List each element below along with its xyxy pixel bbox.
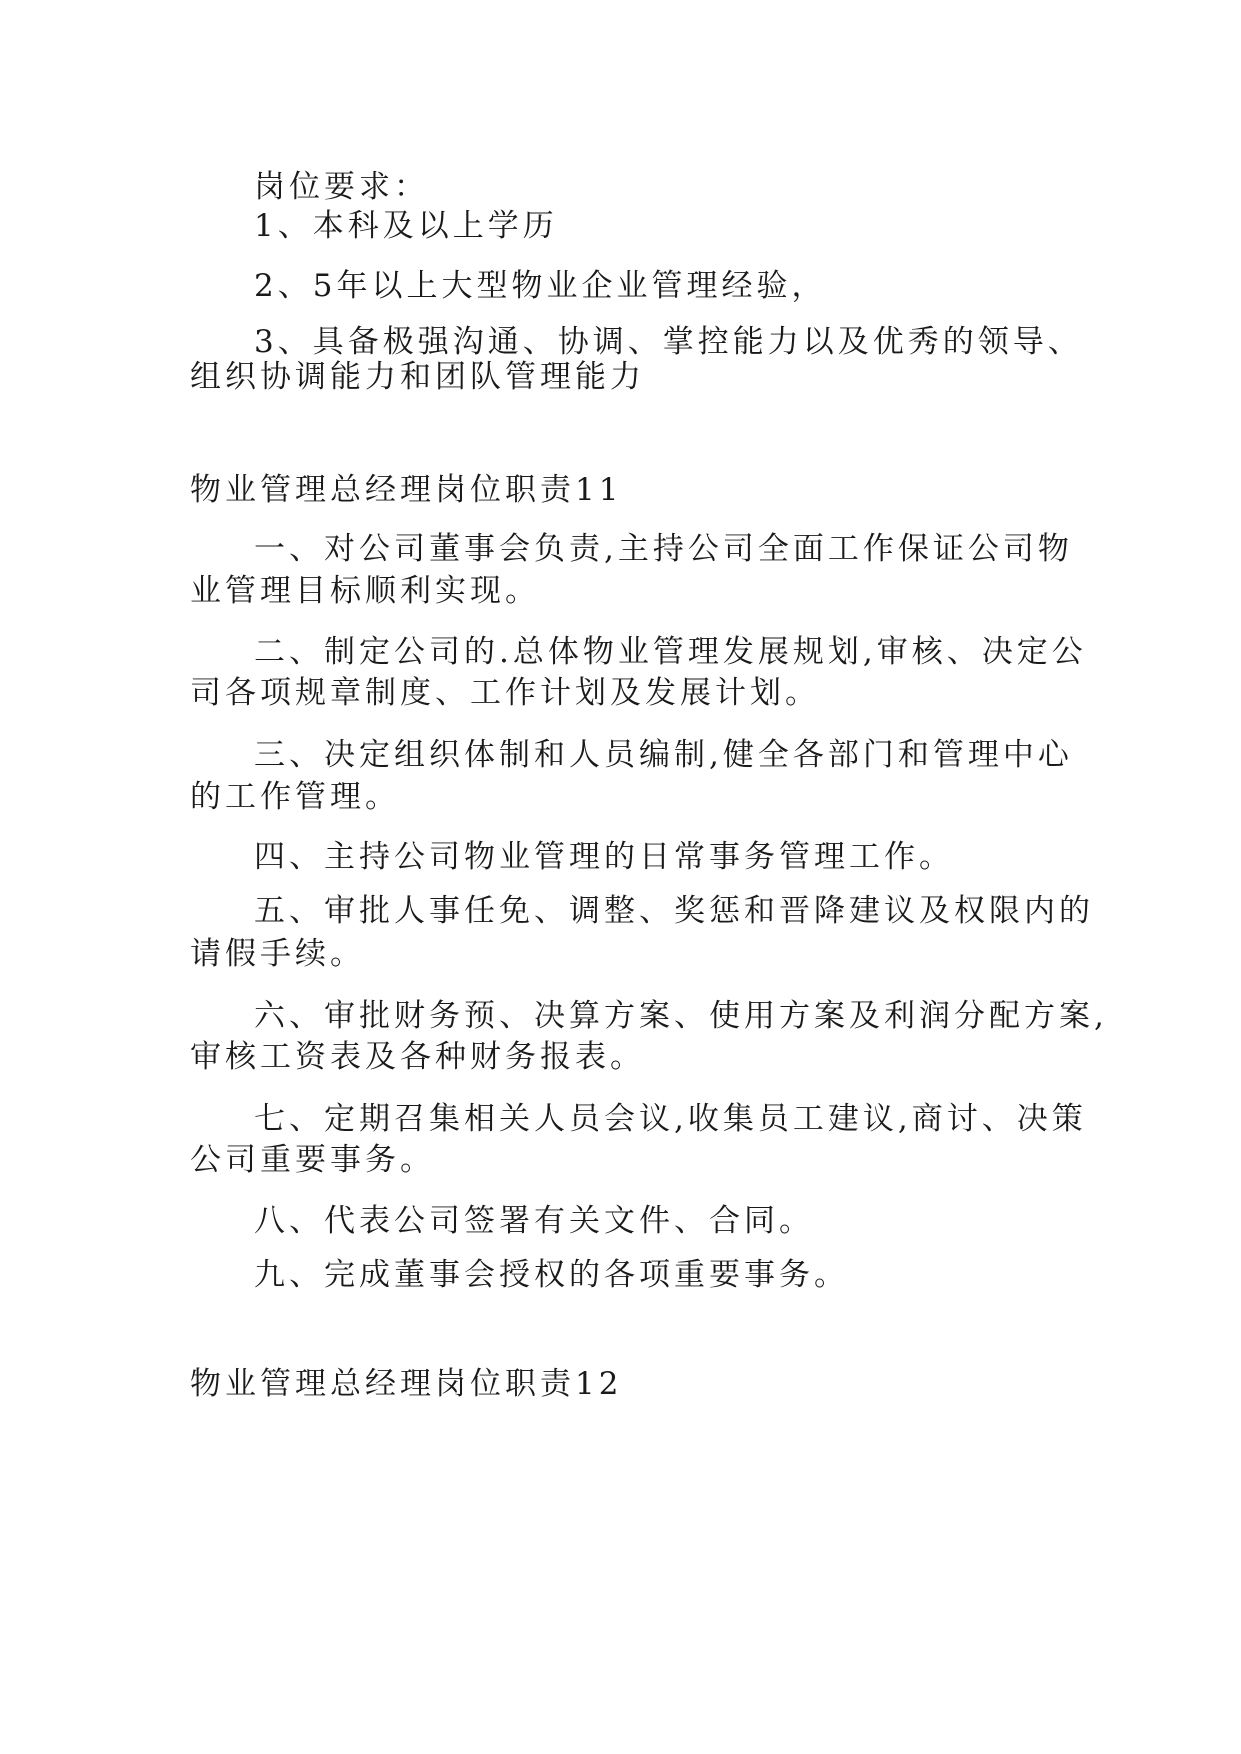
section-heading-11: 物业管理总经理岗位职责11 xyxy=(190,472,623,508)
duty-line: 五、审批人事任免、调整、奖惩和晋降建议及权限内的 xyxy=(254,893,1094,929)
duty-line: 二、制定公司的.总体物业管理发展规划,审核、决定公 xyxy=(254,634,1087,670)
duty-line: 司各项规章制度、工作计划及发展计划。 xyxy=(190,675,820,711)
section-heading-12: 物业管理总经理岗位职责12 xyxy=(190,1366,623,1402)
duty-line: 的工作管理。 xyxy=(190,779,400,815)
duty-line: 一、对公司董事会负责,主持公司全面工作保证公司物 xyxy=(254,531,1073,567)
duty-line: 审核工资表及各种财务报表。 xyxy=(190,1039,645,1075)
requirement-item-3: 3、具备极强沟通、协调、掌控能力以及优秀的领导、 xyxy=(254,324,1083,360)
requirement-item-2: 2、5年以上大型物业企业管理经验， xyxy=(254,268,827,304)
duty-line: 三、决定组织体制和人员编制,健全各部门和管理中心 xyxy=(254,737,1073,773)
duty-line: 四、主持公司物业管理的日常事务管理工作。 xyxy=(254,839,954,875)
duty-line: 业管理目标顺利实现。 xyxy=(190,573,540,609)
duty-line: 七、定期召集相关人员会议,收集员工建议,商讨、决策 xyxy=(254,1101,1087,1137)
duty-line: 八、代表公司签署有关文件、合同。 xyxy=(254,1203,814,1239)
duty-line: 九、完成董事会授权的各项重要事务。 xyxy=(254,1257,849,1293)
duty-line: 六、审批财务预、决算方案、使用方案及利润分配方案, xyxy=(254,998,1108,1034)
requirement-item-1: 1、本科及以上学历 xyxy=(254,208,558,244)
duty-line: 公司重要事务。 xyxy=(190,1142,435,1178)
requirements-label: 岗位要求： xyxy=(254,169,429,205)
requirement-item-3-cont: 组织协调能力和团队管理能力 xyxy=(190,359,645,395)
duty-line: 请假手续。 xyxy=(190,936,365,972)
